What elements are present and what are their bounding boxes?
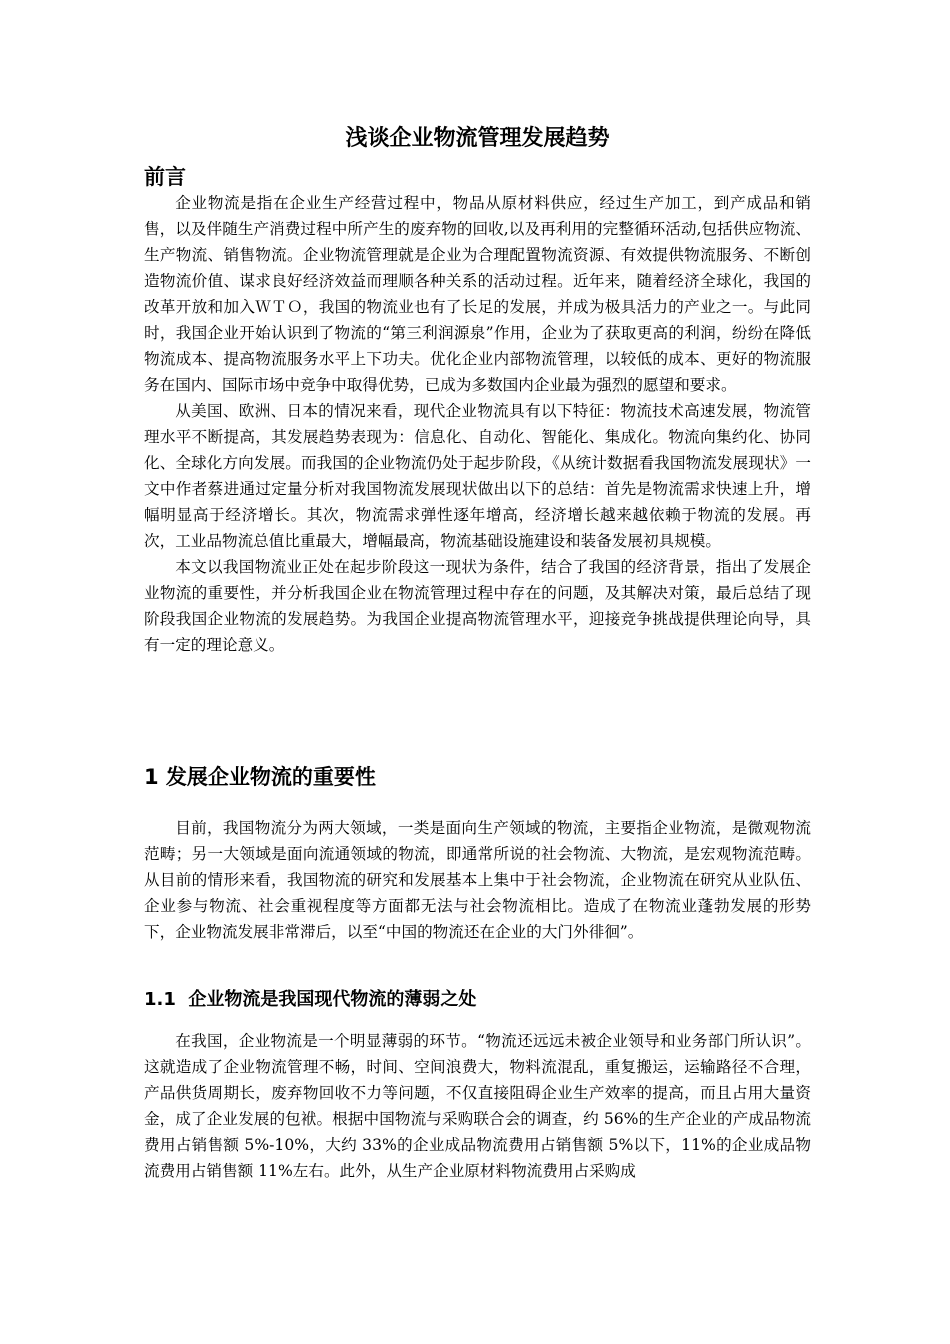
preface-paragraph-1: 企业物流是指在企业生产经营过程中，物品从原材料供应，经过生产加工，到产成品和销售，以及伴随生产消费过程中所产生的废弃物的回收,以及再利用的完整循环活动,包括供应物流、生产物流、销售物流。企业物流管理就是企业为合理配置物流资源、有效提供物流服务、不断创造物流价值、谋求良好经济效益而理顺各种关系的活动过程。近年来，随着经济全球化，我国的改革开放和加入ＷＴＯ，我国的物流业也有了长足的发展，并成为极具活力的产业之一。与此同时，我国企业开始认识到了物流的“第三利润源泉”作用，企业为了获取更高的利润，纷纷在降低物流成本、提高物流服务水平上下功夫。优化企业内部物流管理，以较低的成本、更好的物流服务在国内、国际市场中竞争中取得优势，已成为多数国内企业最为强烈的愿望和要求。 — [144, 194, 811, 394]
document-title: 浅谈企业物流管理发展趋势 — [345, 126, 610, 151]
section-1-paragraph-1: 目前，我国物流分为两大领域，一类是面向生产领域的物流，主要指企业物流，是微观物流范畴；另一大领域是面向流通领域的物流，即通常所说的社会物流、大物流，是宏观物流范畴。从目前的情形来看，我国物流的研究和发展基本上集中于社会物流，企业物流在研究从业队伍、企业参与物流、社会重视程度等方面都无法与社会物流相比。造成了在物流业蓬勃发展的形势下，企业物流发展非常滞后，以至“中国的物流还在企业的大门外徘徊”。 — [144, 819, 811, 941]
preface-paragraph-3: 本文以我国物流业正处在起步阶段这一现状为条件，结合了我国的经济背景，指出了发展企业物流的重要性，并分析我国企业在物流管理过程中存在的问题，及其解决对策，最后总结了现阶段我国企业物流的发展趋势。为我国企业提高物流管理水平，迎接竞争挑战提供理论向导，具有一定的理论意义。 — [144, 558, 811, 654]
section-1-heading: 1 发展企业物流的重要性 — [144, 765, 376, 789]
section-1-1-body — [144, 1028, 811, 1184]
section-1-body — [144, 815, 811, 945]
section-1-1-heading: 1.1 企业物流是我国现代物流的薄弱之处 — [144, 989, 477, 1010]
preface-paragraph-2: 从美国、欧洲、日本的情况来看，现代企业物流具有以下特征：物流技术高速发展，物流管理水平不断提高，其发展趋势表现为：信息化、自动化、智能化、集成化。物流向集约化、协同化、全球化方向发展。而我国的企业物流仍处于起步阶段，《从统计数据看我国物流发展现状》一文中作者蔡进通过定量分析对我国物流发展现状做出以下的总结：首先是物流需求快速上升，增幅明显高于经济增长。其次，物流需求弹性逐年增高，经济增长越来越依赖于物流的发展。再次，工业品物流总值比重最大，增幅最高，物流基础设施建设和装备发展初具规模。 — [144, 402, 811, 550]
section-1-1-paragraph-1: 在我国，企业物流是一个明显薄弱的环节。“物流还远远未被企业领导和业务部门所认识”。这就造成了企业物流管理不畅，时间、空间浪费大，物料流混乱，重复搬运，运输路径不合理，产品供货周期长，废弃物回收不力等问题，不仅直接阻碍企业生产效率的提高，而且占用大量资金，成了企业发展的包袱。根据中国物流与采购联合会的调查，约 56%的生产企业的产成品物流费用占销售额 5%-10%，大约 33%的企业成品物流费用占销售额 5%以下，11%的企业成品物流费用占销售额 11%左右。此外，从生产企业原材料物流费用占采购成 — [144, 1032, 811, 1180]
preface-body — [144, 190, 811, 658]
preface-heading: 前言 — [144, 165, 186, 189]
